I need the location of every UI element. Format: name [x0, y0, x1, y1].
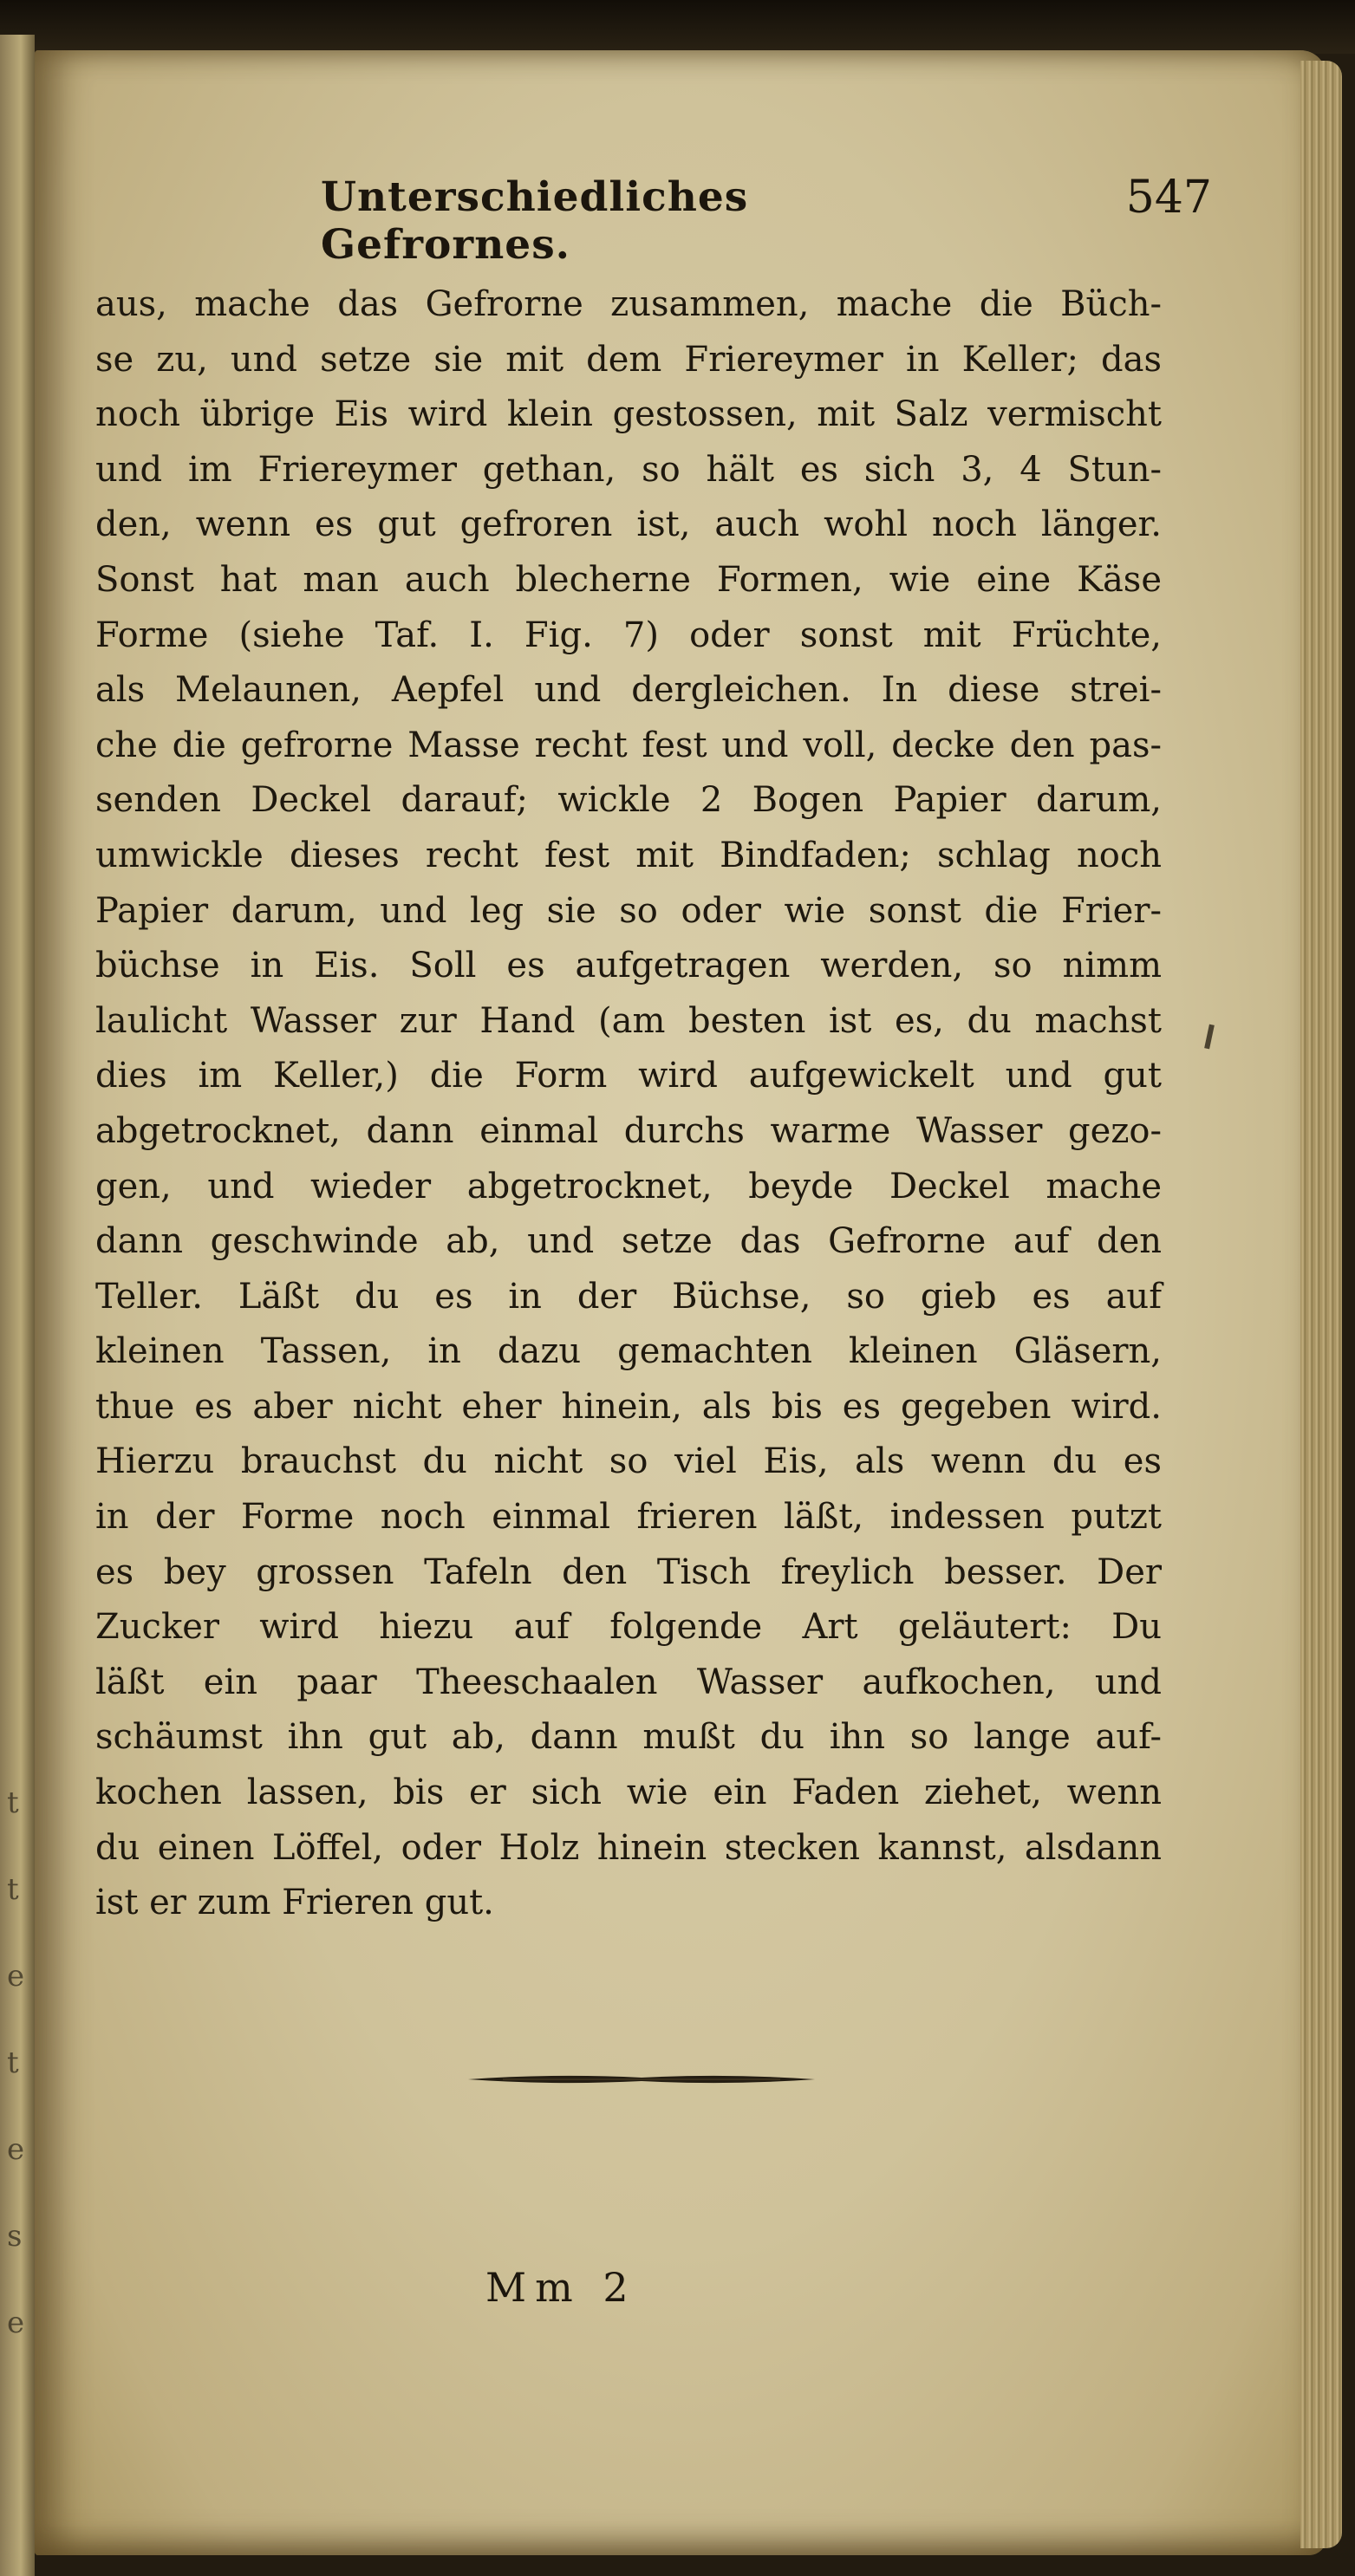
margin-mark: s: [7, 2219, 23, 2254]
margin-mark: e: [7, 2306, 25, 2340]
ornamental-rule: [468, 2070, 815, 2089]
text-line: büchse in Eis. Soll es aufgetragen werden, so nimm: [95, 946, 1162, 986]
previous-page-margin-marks: [7, 1760, 24, 2366]
text-line: du einen Löffel, oder Holz hinein stecken kannst, alsdann: [95, 1827, 1162, 1868]
margin-mark: t: [7, 1786, 19, 1820]
text-line: noch übrige Eis wird klein gestossen, mit Salz vermischt: [95, 394, 1162, 435]
page-stack-edge: [1300, 61, 1342, 2548]
text-line: dies im Keller,) die Form wird aufgewickelt und gut: [95, 1056, 1162, 1096]
text-line: und im Friereymer gethan, so hält es sich 3, 4 Stun-: [95, 449, 1162, 490]
margin-mark: e: [7, 1959, 25, 1994]
page-number: 547: [1125, 172, 1212, 224]
running-head: Unterschiedliches Gefrornes.: [321, 173, 749, 269]
text-line: Zucker wird hiezu auf folgende Art geläutert: Du: [95, 1607, 1162, 1648]
previous-page-edge: [0, 35, 35, 2576]
text-line: den, wenn es gut gefroren ist, auch wohl noch länger.: [95, 504, 1162, 545]
text-line: Forme (siehe Taf. I. Fig. 7) oder sonst mit Früchte,: [95, 615, 1162, 655]
text-line: Hierzu brauchst du nicht so viel Eis, als wenn du es: [95, 1441, 1162, 1482]
body-text: [95, 277, 1162, 1931]
text-line: Sonst hat man auch blecherne Formen, wie eine Käse: [95, 559, 1162, 600]
margin-mark: t: [7, 1872, 19, 1907]
text-line: thue es aber nicht eher hinein, als bis es gegeben wird.: [95, 1386, 1162, 1427]
book-page: [35, 50, 1326, 2555]
margin-mark: e: [7, 2132, 25, 2167]
text-line: Papier darum, und leg sie so oder wie sonst die Frier-: [95, 890, 1162, 931]
text-line: laulicht Wasser zur Hand (am besten ist es, du machst: [95, 1000, 1162, 1041]
text-line: läßt ein paar Theeschaalen Wasser aufkochen, und: [95, 1662, 1162, 1702]
text-line: umwickle dieses recht fest mit Bindfaden; schlag noch: [95, 835, 1162, 875]
text-line: abgetrocknet, dann einmal durchs warme Wasser gezo-: [95, 1110, 1162, 1151]
text-line: es bey grossen Tafeln den Tisch freylich besser. Der: [95, 1551, 1162, 1592]
text-line: dann geschwinde ab, und setze das Gefrorne auf den: [95, 1221, 1162, 1262]
text-line: schäumst ihn gut ab, dann mußt du ihn so lange auf-: [95, 1717, 1162, 1758]
text-line: Teller. Läßt du es in der Büchse, so gieb es auf: [95, 1276, 1162, 1317]
signature-mark: Mm 2: [485, 2264, 637, 2311]
text-line: senden Deckel darauf; wickle 2 Bogen Papier darum,: [95, 780, 1162, 821]
text-line: kleinen Tassen, in dazu gemachten kleinen Gläsern,: [95, 1331, 1162, 1372]
text-line: in der Forme noch einmal frieren läßt, indessen putzt: [95, 1497, 1162, 1538]
text-line: ist er zum Frieren gut.: [95, 1883, 494, 1923]
text-line: se zu, und setze sie mit dem Friereymer in Keller; das: [95, 339, 1162, 380]
text-line: gen, und wieder abgetrocknet, beyde Deckel mache: [95, 1166, 1162, 1207]
text-line: aus, mache das Gefrorne zusammen, mache die Büch-: [95, 284, 1162, 324]
scan-background-top: [0, 0, 1355, 54]
text-line: kochen lassen, bis er sich wie ein Faden ziehet, wenn: [95, 1773, 1162, 1813]
margin-mark: t: [7, 2046, 19, 2080]
text-line: als Melaunen, Aepfel und dergleichen. In diese strei-: [95, 670, 1162, 711]
text-line: che die gefrorne Masse recht fest und voll, decke den pas-: [95, 725, 1162, 765]
